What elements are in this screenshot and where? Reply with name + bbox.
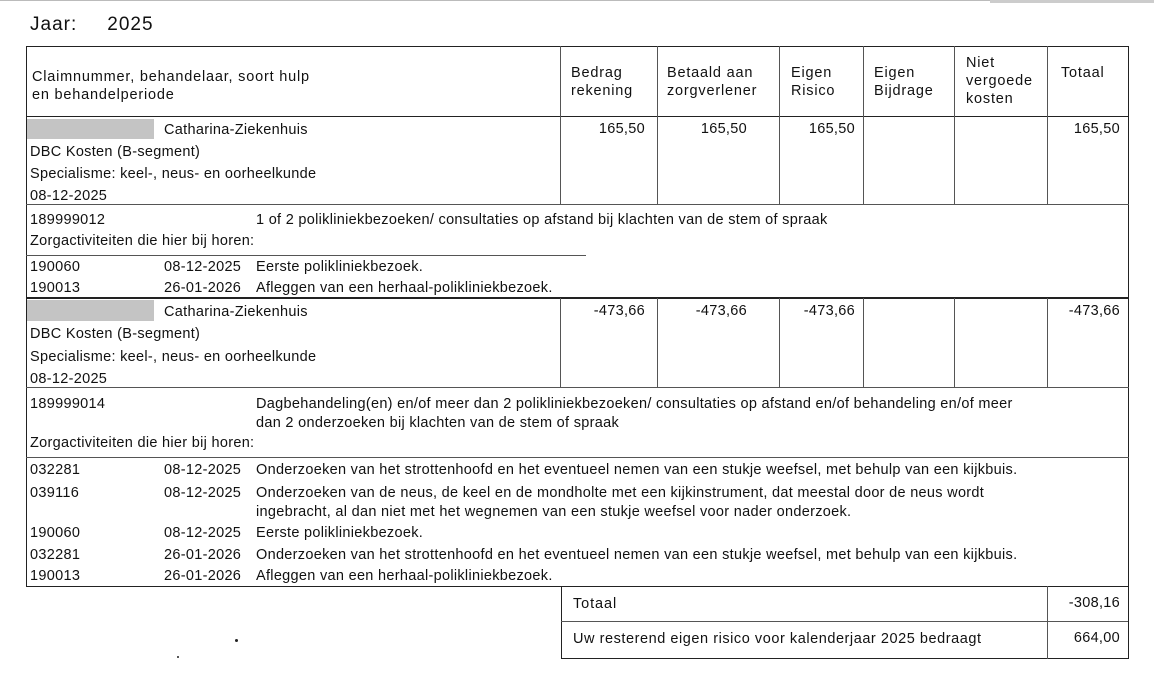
claim2-betaald: -473,66 — [695, 303, 747, 319]
claim2-provider: Catharina-Ziekenhuis — [164, 304, 308, 320]
summary-bottom-border — [561, 658, 1129, 659]
top-rule — [0, 0, 1154, 1]
activity-date: 08-12-2025 — [164, 525, 242, 541]
activity-text: Onderzoeken van de neus, de keel en de mondholte met een kijkinstrument, dat meestal door de neus wordt — [256, 485, 985, 501]
claim1-provider: Catharina-Ziekenhuis — [164, 122, 308, 138]
activity-code: 190060 — [30, 259, 81, 275]
activity-date: 08-12-2025 — [164, 485, 242, 501]
header-bedrag-2: rekening — [571, 83, 634, 99]
claim1-activities-label: Zorgactiviteiten die hier bij horen: — [30, 233, 255, 249]
claim2-bedrag: -473,66 — [593, 303, 645, 319]
header-bedrag-1: Bedrag — [571, 65, 623, 81]
claim2-description-line1: Dagbehandeling(en) en/of meer dan 2 polikliniekbezoeken/ consultaties op afstand en/of behandeling en/of meer — [256, 396, 1013, 412]
header-niet-2: vergoede — [966, 73, 1033, 89]
header-claim — [32, 68, 310, 104]
claim2-date: 08-12-2025 — [30, 371, 108, 387]
claim2-eigen-risico: -473,66 — [803, 303, 855, 319]
claim2-detail-divider — [26, 387, 1129, 388]
activity-text: Eerste polikliniekbezoek. — [256, 259, 424, 275]
claim1-description: 1 of 2 polikliniekbezoeken/ consultaties op afstand bij klachten van de stem of spraak — [256, 212, 828, 228]
summary-right-border — [1128, 586, 1129, 659]
header-eigen-bijdrage-1: Eigen — [874, 65, 916, 81]
activity-code: 190013 — [30, 280, 81, 296]
table-right-border — [1128, 46, 1129, 586]
header-claim-line1: Claimnummer, behandelaar, soort hulp — [32, 69, 310, 85]
claim1-eigen-risico: 165,50 — [808, 121, 855, 137]
header-eigen-bijdrage-2: Bijdrage — [874, 83, 934, 99]
activity-code: 190060 — [30, 525, 81, 541]
claim1-date: 08-12-2025 — [30, 188, 108, 204]
header-eigen-risico-1: Eigen — [791, 65, 833, 81]
header-eigen-risico — [791, 64, 835, 100]
activity-date: 26-01-2026 — [164, 568, 242, 584]
activity-code: 032281 — [30, 547, 81, 563]
claim1-code: 189999012 — [30, 212, 106, 228]
summary-left-border — [561, 586, 562, 659]
table-bottom-border — [26, 586, 1129, 587]
claim1-detail-divider — [26, 204, 1129, 205]
claim2-type: DBC Kosten (B-segment) — [30, 326, 201, 342]
claim2-top-border — [26, 297, 1129, 299]
header-bedrag — [571, 64, 633, 100]
activity-text: Onderzoeken van het strottenhoofd en het eventueel nemen van een stukje weefsel, met behulp van een kijkbuis. — [256, 547, 1018, 563]
header-bottom-border — [26, 116, 1129, 117]
header-betaald-1: Betaald aan — [667, 65, 754, 81]
claim1-bedrag: 165,50 — [598, 121, 645, 137]
claim1-type: DBC Kosten (B-segment) — [30, 144, 201, 160]
table-top-border — [26, 46, 1129, 47]
col-line — [863, 46, 864, 204]
claim2-totaal: -473,66 — [1068, 303, 1120, 319]
activity-date: 08-12-2025 — [164, 259, 242, 275]
header-niet-1: Niet — [966, 55, 995, 71]
top-rule-right — [990, 0, 1154, 3]
activity-code: 190013 — [30, 568, 81, 584]
header-betaald-2: zorgverlener — [667, 83, 758, 99]
activity-date: 26-01-2026 — [164, 547, 242, 563]
claim2-activities-label: Zorgactiviteiten die hier bij horen: — [30, 435, 255, 451]
summary-risico-label: Uw resterend eigen risico voor kalenderjaar 2025 bedraagt — [573, 631, 982, 647]
activity-date: 08-12-2025 — [164, 462, 242, 478]
summary-risico-value: 664,00 — [1073, 630, 1120, 646]
summary-row-divider — [561, 621, 1129, 622]
col-line — [954, 46, 955, 204]
year-value: 2025 — [107, 14, 154, 35]
claim1-specialism: Specialisme: keel-, neus- en oorheelkunde — [30, 166, 317, 182]
activity-text: Afleggen van een herhaal-polikliniekbezoek. — [256, 280, 553, 296]
activity-code: 032281 — [30, 462, 81, 478]
claim2-specialism: Specialisme: keel-, neus- en oorheelkunde — [30, 349, 317, 365]
claim2-description-line2: dan 2 onderzoeken bij klachten van de stem of spraak — [256, 415, 620, 431]
col-line — [863, 298, 864, 387]
summary-totaal-label: Totaal — [573, 596, 618, 612]
year-heading — [30, 14, 154, 36]
activity-code: 039116 — [30, 485, 80, 501]
header-claim-line2: en behandelperiode — [32, 87, 175, 103]
activity-text: Afleggen van een herhaal-polikliniekbezoek. — [256, 568, 553, 584]
col-line — [954, 298, 955, 387]
header-eigen-risico-2: Risico — [791, 83, 836, 99]
redacted-claimnumber — [27, 119, 154, 139]
claim1-activities-divider — [26, 255, 586, 256]
header-niet-vergoed — [966, 54, 1033, 108]
activity-text-line2: ingebracht, al dan niet met het wegnemen van een stukje weefsel voor nader onderzoek. — [256, 504, 852, 520]
claim1-betaald: 165,50 — [700, 121, 747, 137]
year-label: Jaar: — [30, 14, 78, 35]
header-eigen-bijdrage — [874, 64, 934, 100]
stray-mark — [177, 656, 179, 658]
header-totaal: Totaal — [1061, 65, 1105, 81]
activity-date: 26-01-2026 — [164, 280, 242, 296]
redacted-claimnumber — [27, 300, 154, 321]
header-betaald — [667, 64, 757, 100]
claim2-activities-divider — [26, 457, 1129, 458]
activity-text: Onderzoeken van het strottenhoofd en het eventueel nemen van een stukje weefsel, met behulp van een kijkbuis. — [256, 462, 1018, 478]
summary-totaal-value: -308,16 — [1068, 595, 1120, 611]
claim1-totaal: 165,50 — [1073, 121, 1120, 137]
activity-text: Eerste polikliniekbezoek. — [256, 525, 424, 541]
header-niet-3: kosten — [966, 91, 1014, 107]
claim2-code: 189999014 — [30, 396, 106, 412]
stray-mark — [235, 639, 238, 642]
